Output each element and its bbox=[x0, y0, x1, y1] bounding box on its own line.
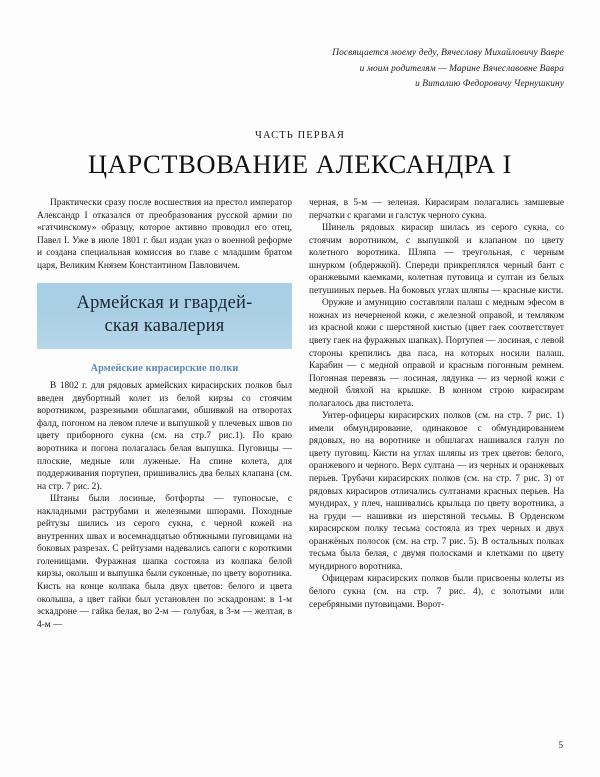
section-banner-line-2: ская кавалерия bbox=[104, 316, 225, 337]
paragraph-4: Оружие и амуницию составляли палаш с медным эфесом в ножнах из нечерненой кожи, с железной оправой, и темляком из красной кожи с шерстяной кистью (цвет гаек соответствует цвету гаек на фуражных шапках). Портупея — лосиная, с левой стороны крепились два паса, на которых носили палаш. Карабин — с медной оправой и красным погонным ремнем. Погонная перевязь — лосиная, лядунка — из черной кожи с медной бляхой на крышке. В конном строю кирасирам полагалось два пистолета. bbox=[309, 298, 564, 409]
paragraph-5: Унтер-офицеры кирасирских полков (см. на стр. 7 рис. 1) имели обмундирование, одинаковое с обмундированием рядовых, но на воротнике и обшлагах нашивался галун по цвету пуговиц. Кисти на углах шляпы из трех цветов: белого, оранжевого и черного. Верх султана — из черных и оранжевых перьев. Трубачи кирасирских полков (см. на стр. 7 рис. 3) от рядовых кирасиров отличались султанами красных перьев. На мундирах, у плеч, нашивались крыльца по цвету воротника, а на груди — нашивки из шерстяной тесьмы. В Орденском кирасирском полку тесьма состояла из трех черных и двух оранжёных полосок (см. на стр. 7 рис. 5). В остальных полках тесьма была белая, с двумя полосками и клетками по цвету мундирного воротника. bbox=[309, 411, 564, 572]
paragraph-6: Офицерам кирасирских полков были присвоены колеты из белого сукна (см. на стр. 7 рис. 4), с золотыми или серебряными путовицами. Ворот- bbox=[309, 574, 564, 610]
left-column bbox=[37, 197, 292, 631]
page-title: ЦАРСТВОВАНИЕ АЛЕКСАНДРА I bbox=[87, 149, 513, 179]
paragraph-2-continued: черная, в 5-м — зеленая. Кирасирам полагались замшевые перчатки с крагами и галстук черного сукна. bbox=[309, 198, 564, 221]
section-banner-title bbox=[43, 292, 286, 338]
dedication-block bbox=[276, 46, 564, 93]
dedication-line-3: и Виталию Федоровичу Чернушкину bbox=[415, 79, 564, 90]
body-columns bbox=[37, 197, 564, 739]
part-label: ЧАСТЬ ПЕРВАЯ bbox=[255, 130, 345, 141]
section-banner-line-1: Армейская и гвардей- bbox=[76, 293, 253, 314]
paragraph-1: В 1802 г. для рядовых армейских кирасирских полков был введен двубортный колет из белой кирзы со стоячим воротником, разрезными обшлагами, обшивкой на отворотах фалд, погоном на левом плече и выпушкой у плечевых швов по цвету приборного сукна (см. на стр.7 рис.1). По краю воротника и погона полагалась белая выпушка. Пуговицы — плоские, медные или луженые. На спине колета, для поддерживания портупеи, пришивались два белых клапана (см. на стр. 7 рис. 2). bbox=[37, 381, 292, 492]
right-column bbox=[309, 197, 564, 611]
dedication-line-2: и моим родителям — Марине Вячеславовне Вавра bbox=[359, 63, 564, 74]
paragraph-intro: Практически сразу после восшествия на престол император Александр I отказался от преобразования русской армии по «гатчинскому» образцу, которое активно проводил его отец, Павел I. Уже в июле 1801 г. был издан указ о военной реформе и создана специальная комиссия во главе с младшим братом царя, Великим Князем Константином Павловичем. bbox=[37, 198, 292, 271]
paragraph-3: Шинель рядовых кирасир шилась из серого сукна, со стоячим воротником, с выпушкой и клапаном по цвету колетного воротника. Шляпа — треугольная, с черным шнурком (обдержкой). Спереди прикреплялся черный бант с оранжевыми каемками, колетная путовица и султан из белых петушиных перьев. На боковых углах шляпы — красные кисти. bbox=[309, 223, 564, 296]
section-banner bbox=[37, 283, 292, 349]
dedication-line-1: Посвящается моему деду, Вячеславу Михайловичу Вавре bbox=[332, 48, 564, 58]
paragraph-2: Штаны были лосиные, ботфорты — тупоносые, с накладными раструбами и железными шпорами. Походные рейтузы шились из серого сукна, с черной кожей на внутренних швах и восемнадцатью обтяжными пуговицами на боковых разрезах. С рейтузами надевались сапоги с короткими голенищами. Фуражная шапка состояла из колпака белой кирзы, околыш и выпушка были суконные, по цвету воротника. Кисть на конце колпака была двух цветов: белого и цвета околыша, а цвет гайки был установлен по эскадронам: в 1-м эскадроне — гайка белая, во 2-м — голубая, в 3-м — желтая, в 4-м — bbox=[37, 494, 292, 630]
page-number: 5 bbox=[558, 740, 563, 750]
subsection-heading: Армейские кирасирские полки bbox=[90, 363, 239, 375]
